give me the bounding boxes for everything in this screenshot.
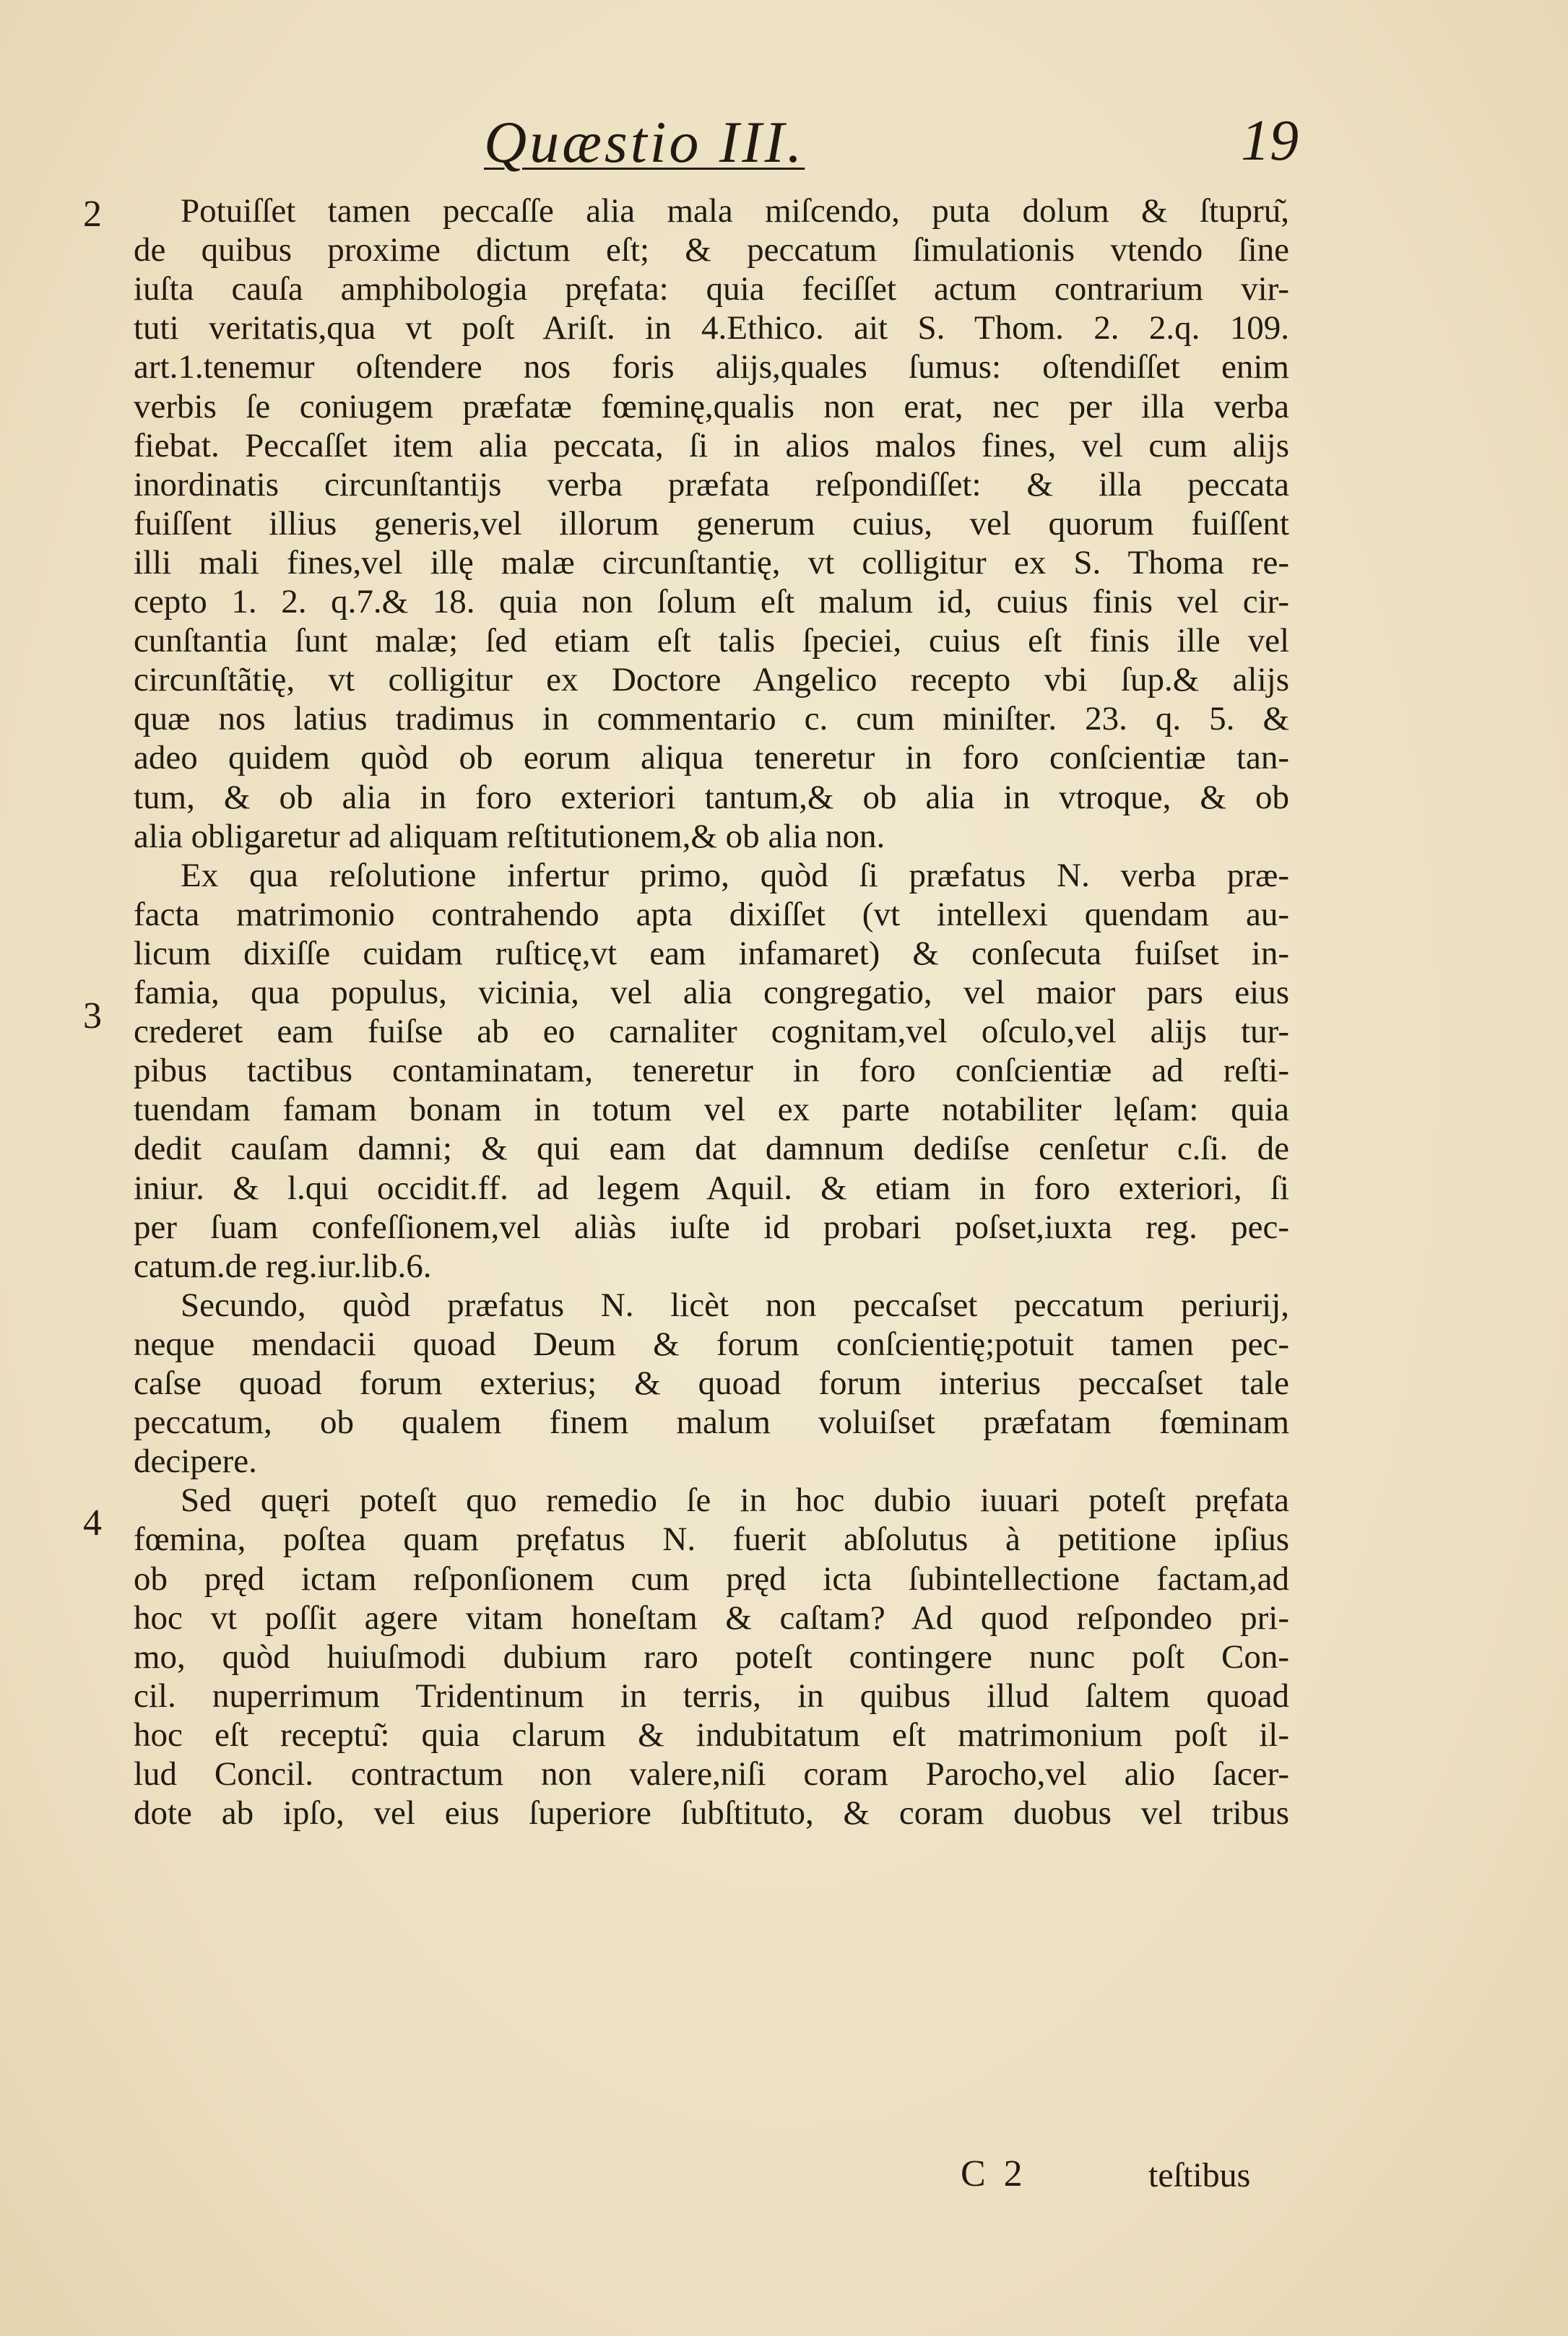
text-line: licum dixiſſe cuidam ruſticę,vt eam infamaret) & conſecuta fuiſset in- [134,934,1289,972]
text-line: ob pręd ictam reſponſionem cum pręd icta ſubintellectione factam,ad [134,1560,1289,1598]
text-line: mo, quòd huiuſmodi dubium raro poteſt contingere nunc poſt Con- [134,1638,1289,1676]
text-line: per ſuam confeſſionem,vel aliàs iuſte id probari poſset,iuxta reg. pec- [134,1208,1289,1246]
text-line: fiebat. Peccaſſet item alia peccata, ſi in alios malos fines, vel cum alijs [134,426,1289,464]
text-line: Potuiſſet tamen peccaſſe alia mala miſcendo, puta dolum & ſtupru͂, [181,192,1289,230]
text-line: cepto 1. 2. q.7.& 18. quia non ſolum eſt malum id, cuius finis vel cir- [134,583,1289,620]
text-line: famia, qua populus, vicinia, vel alia congregatio, vel maior pars eius [134,974,1289,1011]
text-line: iuſta cauſa amphibologia pręfata: quia feciſſet actum contrarium vir- [134,270,1289,308]
text-line: hoc eſt receptu͂: quia clarum & indubitatum eſt matrimonium poſt il- [134,1716,1289,1754]
text-line: neque mendacii quoad Deum & forum conſcientię;potuit tamen pec- [134,1325,1289,1363]
text-line: dote ab ipſo, vel eius ſuperiore ſubſtituto, & coram duobus vel tribus [134,1794,1289,1833]
text-line: fuiſſent illius generis,vel illorum generum cuius, vel quorum fuiſſent [134,504,1289,542]
text-line: Sed quęri poteſt quo remedio ſe in hoc dubio iuuari poteſt pręfata [181,1481,1289,1520]
text-line: cil. nuperrimum Tridentinum in terris, in quibus illud ſaltem quoad [134,1677,1289,1715]
text-line: illi mali fines,vel illę malæ circunſtantię, vt colligitur ex S. Thoma re- [134,543,1289,581]
text-line: decipere. [134,1442,257,1481]
text-line: facta matrimonio contrahendo apta dixiſſet (vt intellexi quendam au- [134,895,1289,933]
page-header [0,108,1568,188]
text-line: iniur. & l.qui occidit.ff. ad legem Aquil. & etiam in foro exteriori, ſi [134,1169,1289,1207]
text-line: hoc vt poſſit agere vitam honeſtam & caſtam? Ad quod reſpondeo pri- [134,1599,1289,1637]
text-line: quæ nos latius tradimus in commentario c. cum miniſter. 23. q. 5. & [134,700,1289,738]
margin-number: 2 [83,194,102,235]
text-line: lud Concil. contractum non valere,niſi coram Parocho,vel alio ſacer- [134,1755,1289,1793]
text-line: circunſtãtię, vt colligitur ex Doctore Angelico recepto vbi ſup.& alijs [134,661,1289,699]
text-line: alia obligaretur ad aliquam reſtitutionem,& ob alia non. [134,817,885,855]
text-line: caſse quoad forum exterius; & quoad forum interius peccaſset tale [134,1364,1289,1402]
margin-number: 4 [83,1502,102,1544]
text-line: dedit cauſam damni; & qui eam dat damnum dediſse cenſetur c.ſi. de [134,1130,1289,1168]
signature-mark: C 2 [961,2153,1027,2194]
text-line: verbis ſe coniugem præfatæ fœminę,qualis non erat, nec per illa verba [134,387,1289,425]
text-line: catum.de reg.iur.lib.6. [134,1247,432,1285]
text-line: Ex qua reſolutione infertur primo, quòd ſi præfatus N. verba præ- [181,856,1289,894]
text-line: fœmina, poſtea quam pręfatus N. fuerit abſolutus à petitione ipſius [134,1520,1289,1559]
catchword: teſtibus [1148,2156,1251,2194]
page-number: 19 [1241,109,1299,173]
text-line: tum, & ob alia in foro exteriori tantum,& ob alia in vtroque, & ob [134,778,1289,816]
text-line: de quibus proxime dictum eſt; & peccatum ſimulationis vtendo ſine [134,231,1289,269]
text-line: crederet eam fuiſse ab eo carnaliter cognitam,vel oſculo,vel alijs tur- [134,1013,1289,1051]
running-title: Quæstio III. [484,109,805,175]
text-line: peccatum, ob qualem finem malum voluiſset præfatam fœminam [134,1403,1289,1442]
margin-number: 3 [83,995,102,1037]
text-line: cunſtantia ſunt malæ; ſed etiam eſt talis ſpeciei, cuius eſt finis ille vel [134,622,1289,660]
text-line: Secundo, quòd præfatus N. licèt non peccaſset peccatum periurij, [181,1286,1289,1324]
text-line: pibus tactibus contaminatam, teneretur in foro conſcientiæ ad reſti- [134,1052,1289,1090]
text-line: adeo quidem quòd ob eorum aliqua teneretur in foro conſcientiæ tan- [134,739,1289,777]
text-line: art.1.tenemur oſtendere nos foris alijs,quales ſumus: oſtendiſſet enim [134,348,1289,386]
text-line: tuendam famam bonam in totum vel ex parte notabiliter lęſam: quia [134,1091,1289,1129]
text-line: tuti veritatis,qua vt poſt Ariſt. in 4.Ethico. ait S. Thom. 2. 2.q. 109. [134,309,1289,347]
page-footer [0,2153,1568,2203]
text-line: inordinatis circunſtantijs verba præfata reſpondiſſet: & illa peccata [134,465,1289,503]
